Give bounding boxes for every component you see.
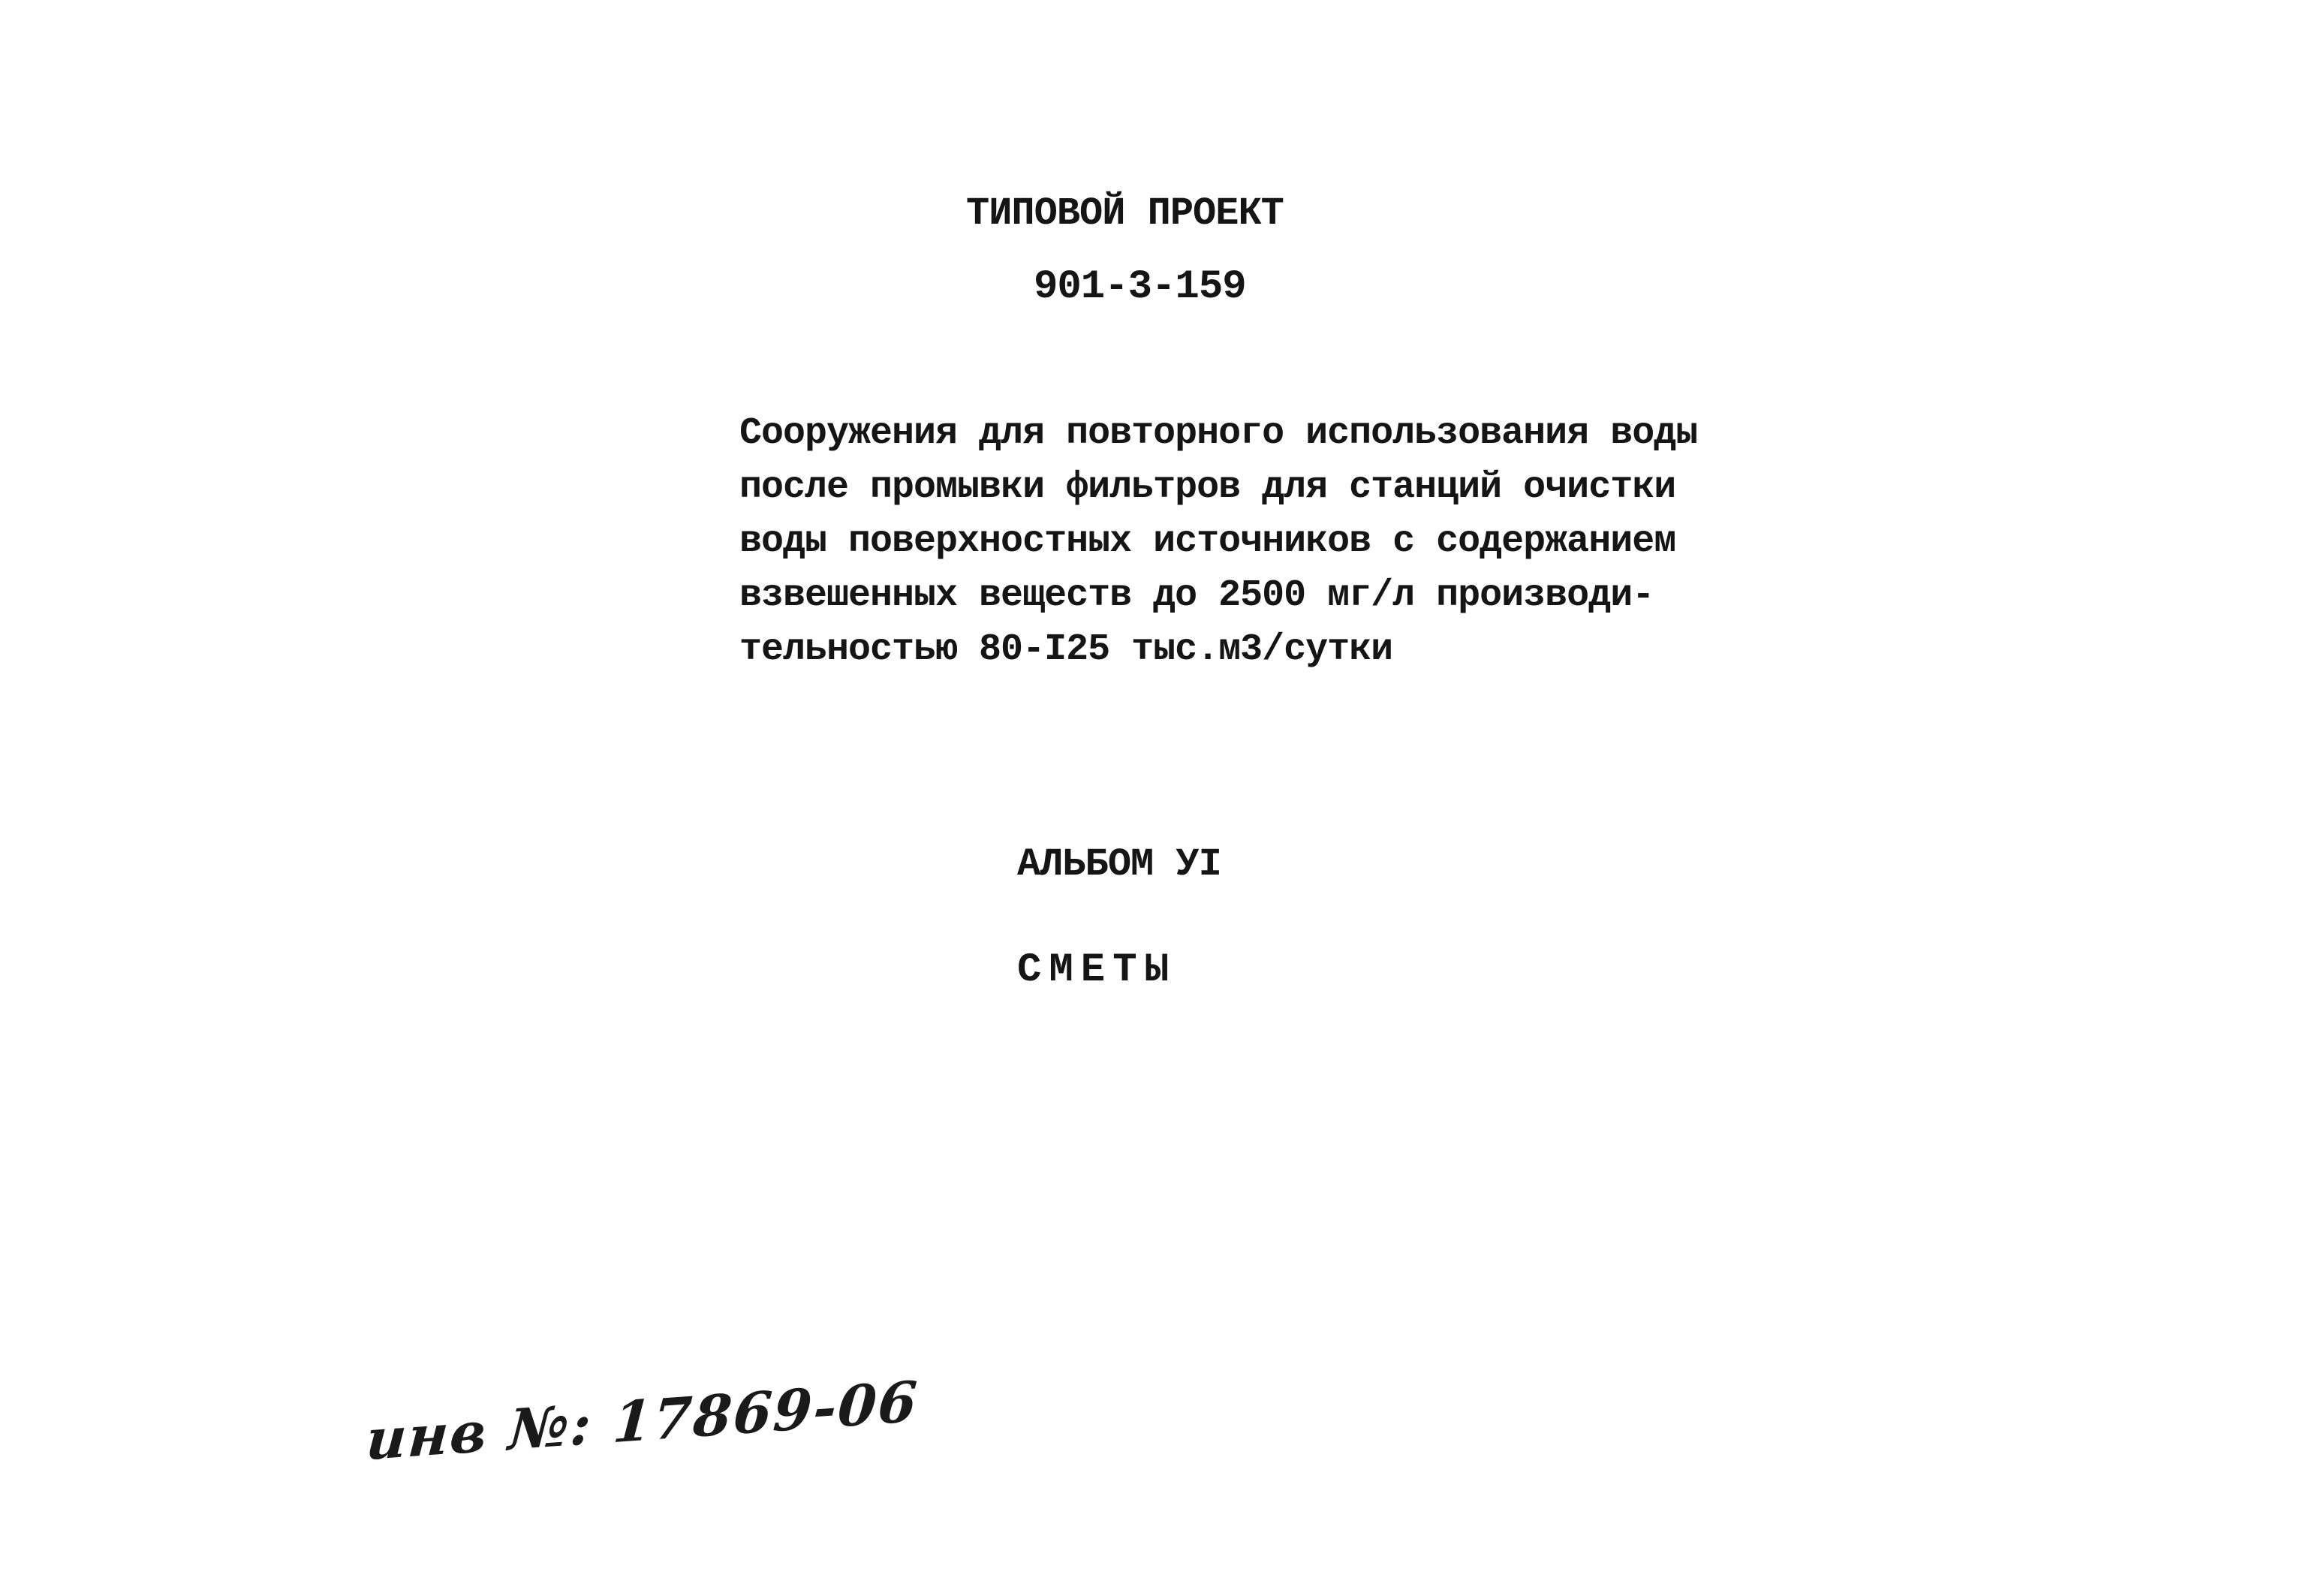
description-line: после промывки фильтров для станций очистки [739, 466, 1676, 509]
description-line: взвешенных веществ до 2500 мг/л производи- [739, 574, 1654, 617]
project-description [739, 407, 1715, 677]
section-title: СМЕТЫ [1017, 947, 1177, 993]
handwritten-inventory-number: инв №: 17869-06 [363, 1369, 920, 1474]
description-line: воды поверхностных источников с содержанием [739, 520, 1676, 563]
description-line: тельностью 80-I25 тыс.м3/сутки [739, 628, 1393, 671]
album-label: АЛЬБОМ УI [1017, 842, 1221, 887]
description-line: Сооружения для повторного использования воды [739, 412, 1698, 455]
project-number: 901-3-159 [1034, 264, 1246, 310]
document-title: ТИПОВОЙ ПРОЕКТ [966, 191, 1284, 236]
